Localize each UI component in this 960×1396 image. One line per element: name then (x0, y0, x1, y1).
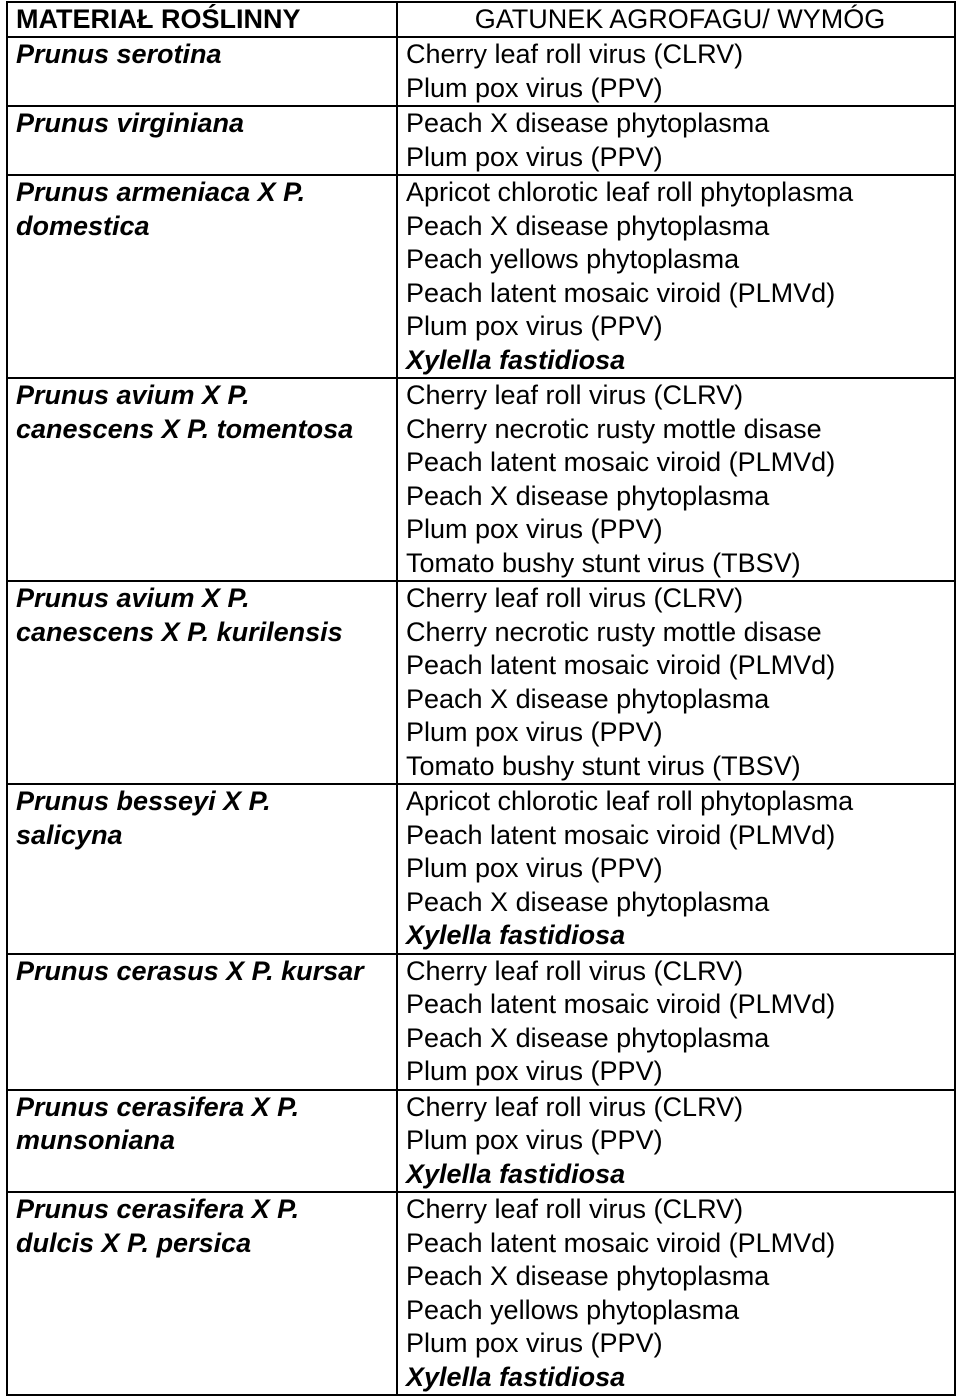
pest-name: Cherry leaf roll virus (CLRV) (406, 1194, 744, 1224)
pest-name: Peach latent mosaic viroid (PLMVd) (406, 447, 836, 477)
plant-material-cell (7, 784, 397, 954)
pest-name: Xylella fastidiosa (406, 344, 626, 375)
pest-name: Plum pox virus (PPV) (406, 1056, 663, 1086)
pest-name: Peach latent mosaic viroid (PLMVd) (406, 989, 836, 1019)
plant-name-line: Prunus avium X P. (16, 583, 250, 613)
pest-list-cell (397, 378, 955, 581)
plant-name-line: domestica (16, 210, 150, 241)
plant-name-line: canescens X P. tomentosa (16, 413, 354, 444)
table-row (7, 378, 955, 581)
pest-name: Plum pox virus (PPV) (406, 311, 663, 341)
plant-name-line: Prunus cerasus X P. kursar (16, 955, 364, 986)
plant-material-cell (7, 378, 397, 581)
plant-name-line: Prunus cerasifera X P. (16, 1091, 300, 1122)
pest-list-cell (397, 175, 955, 378)
plant-name-line: Prunus serotina (16, 39, 222, 69)
pest-name: Cherry leaf roll virus (CLRV) (406, 380, 744, 410)
header-pest-species: GATUNEK AGROFAGU/ WYMÓG (397, 2, 955, 37)
plant-name-line: dulcis X P. persica (16, 1227, 252, 1258)
table-row (7, 1192, 955, 1395)
pest-name: Peach X disease phytoplasma (406, 683, 770, 714)
plant-material-cell (7, 175, 397, 378)
pest-name: Xylella fastidiosa (406, 1158, 626, 1189)
pest-name: Xylella fastidiosa (406, 920, 626, 950)
pest-name: Plum pox virus (PPV) (406, 141, 663, 172)
pest-list-cell (397, 37, 955, 106)
table-row (7, 37, 955, 106)
pest-name: Cherry leaf roll virus (CLRV) (406, 955, 744, 986)
pest-list-cell (397, 1090, 955, 1193)
pest-name: Peach X disease phytoplasma (406, 886, 770, 917)
table-row (7, 581, 955, 784)
plant-material-cell (7, 954, 397, 1090)
table-row (7, 954, 955, 1090)
pest-name: Peach X disease phytoplasma (406, 1022, 770, 1053)
pest-name: Apricot chlorotic leaf roll phytoplasma (406, 786, 854, 816)
table-row (7, 106, 955, 175)
plant-name-line: salicyna (16, 819, 123, 850)
plant-name-line: munsoniana (16, 1125, 176, 1155)
plant-name-line: Prunus cerasifera X P. (16, 1194, 300, 1224)
plant-material-cell (7, 106, 397, 175)
pest-name: Cherry leaf roll virus (CLRV) (406, 39, 744, 69)
pest-name: Apricot chlorotic leaf roll phytoplasma (406, 177, 854, 207)
pest-name: Plum pox virus (PPV) (406, 514, 663, 544)
table-row (7, 1090, 955, 1193)
pest-name: Peach X disease phytoplasma (406, 480, 770, 511)
header-plant-material: MATERIAŁ ROŚLINNY (7, 2, 397, 37)
pest-list-cell (397, 954, 955, 1090)
plant-name-line: canescens X P. kurilensis (16, 616, 343, 647)
pest-name: Plum pox virus (PPV) (406, 853, 663, 883)
pest-name: Peach yellows phytoplasma (406, 1294, 740, 1325)
pest-name: Cherry necrotic rusty mottle disase (406, 413, 822, 444)
pest-name: Tomato bushy stunt virus (TBSV) (406, 547, 801, 578)
pest-name: Peach X disease phytoplasma (406, 108, 770, 138)
plant-material-cell (7, 1090, 397, 1193)
plant-name-line: Prunus armeniaca X P. (16, 177, 306, 207)
pest-name: Cherry leaf roll virus (CLRV) (406, 1091, 744, 1122)
table-row (7, 175, 955, 378)
pest-name: Tomato bushy stunt virus (TBSV) (406, 750, 801, 781)
header-row (7, 2, 955, 37)
pest-name: Peach X disease phytoplasma (406, 1261, 770, 1291)
pest-name: Cherry necrotic rusty mottle disase (406, 616, 822, 647)
pest-name: Peach latent mosaic viroid (PLMVd) (406, 1227, 836, 1258)
pest-list-cell (397, 106, 955, 175)
pest-list-cell (397, 784, 955, 954)
pest-name: Plum pox virus (PPV) (406, 1125, 663, 1155)
table-row (7, 784, 955, 954)
pest-list-cell (397, 581, 955, 784)
plant-name-line: Prunus virginiana (16, 108, 245, 138)
plant-name-line: Prunus avium X P. (16, 380, 250, 410)
pest-name: Plum pox virus (PPV) (406, 72, 663, 103)
plant-material-cell (7, 1192, 397, 1395)
pest-name: Peach yellows phytoplasma (406, 244, 740, 274)
pest-name: Plum pox virus (PPV) (406, 1328, 663, 1358)
pest-name: Peach X disease phytoplasma (406, 210, 770, 241)
pest-name: Peach latent mosaic viroid (PLMVd) (406, 277, 836, 308)
pest-name: Xylella fastidiosa (406, 1361, 626, 1392)
pest-name: Cherry leaf roll virus (CLRV) (406, 583, 744, 613)
plant-pest-table (6, 1, 956, 1396)
plant-name-line: Prunus besseyi X P. (16, 786, 271, 816)
plant-material-cell (7, 37, 397, 106)
pest-list-cell (397, 1192, 955, 1395)
pest-name: Plum pox virus (PPV) (406, 717, 663, 747)
pest-name: Peach latent mosaic viroid (PLMVd) (406, 819, 836, 850)
plant-material-cell (7, 581, 397, 784)
pest-name: Peach latent mosaic viroid (PLMVd) (406, 650, 836, 680)
